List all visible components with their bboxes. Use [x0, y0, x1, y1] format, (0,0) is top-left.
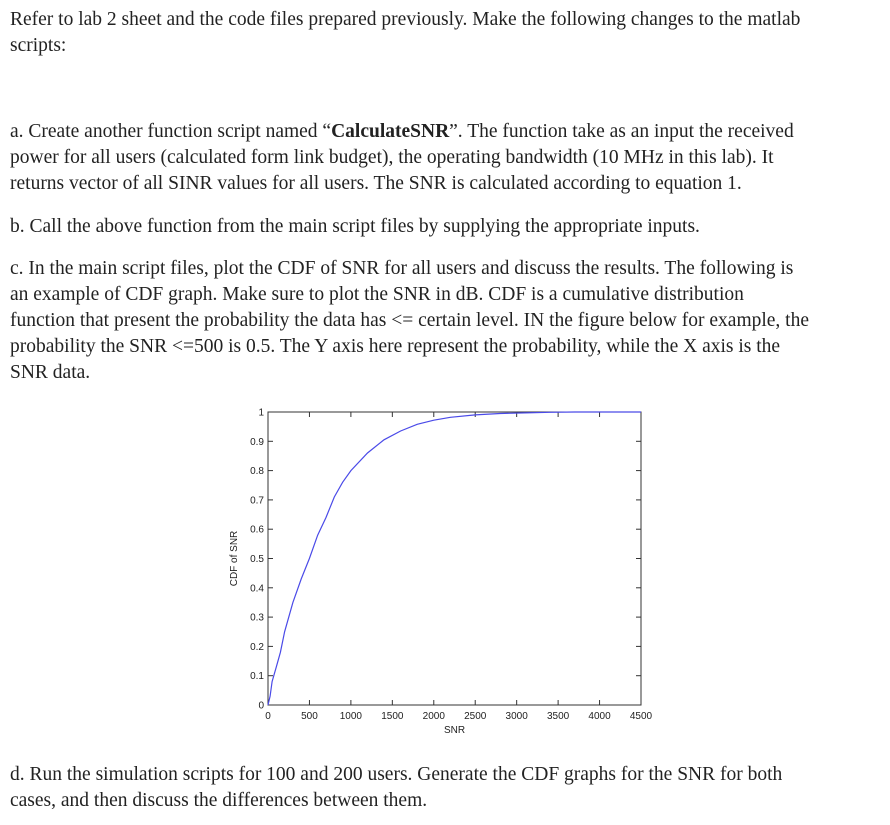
y-tick-label: 0.7: [250, 495, 264, 507]
item-c-line-3: function that present the probability the data has <= certain level. IN the figure below for example, the: [10, 310, 810, 331]
y-axis-label: CDF of SNR: [229, 530, 240, 587]
item-d-line-1: d. Run the simulation scripts for 100 and 200 users. Generate the CDF graphs for the SNR for both: [10, 764, 783, 785]
item-a-line-1-pre: a. Create another function script named “: [10, 121, 332, 142]
item-c-paragraph: [10, 256, 882, 386]
item-d-line-2: cases, and then discuss the differences between them.: [10, 790, 428, 811]
intro-line-2: scripts:: [10, 35, 67, 56]
x-tick-label: 2500: [464, 711, 487, 722]
item-a-line-1-post: ”. The function take as an input the received: [449, 121, 794, 142]
function-name-bold: CalculateSNR: [331, 121, 450, 142]
x-tick-label: 4500: [629, 711, 653, 722]
item-c-line-5: SNR data.: [10, 362, 91, 383]
item-a-line-2: power for all users (calculated form link budget), the operating bandwidth (10 MHz in this lab). It: [10, 147, 774, 168]
y-tick-label: 0.5: [250, 554, 264, 565]
item-c-line-1: c. In the main script files, plot the CDF of SNR for all users and discuss the results. The following is: [10, 258, 794, 279]
item-a-paragraph: [10, 119, 882, 197]
item-b-paragraph: [10, 214, 882, 240]
item-c-line-4: probability the SNR <=500 is 0.5. The Y axis here represent the probability, while the X axis is the: [10, 336, 781, 357]
y-tick-label: 0.1: [250, 671, 264, 683]
intro-line-1: Refer to lab 2 sheet and the code files prepared previously. Make the following changes to the matlab: [10, 9, 801, 30]
y-tick-label: 0.9: [250, 436, 264, 448]
item-a-line-1: [10, 119, 882, 145]
x-tick-label: 1000: [339, 711, 363, 722]
x-tick-label: 1500: [381, 711, 404, 722]
y-tick-label: 0.2: [250, 641, 264, 653]
y-tick-label: 0.6: [250, 524, 264, 536]
y-tick-label: 0.4: [250, 583, 264, 595]
item-c-line-2: an example of CDF graph. Make sure to plot the SNR in dB. CDF is a cumulative distribution: [10, 284, 744, 305]
y-tick-label: 0.3: [250, 612, 264, 624]
item-d-paragraph: [10, 762, 882, 814]
cdf-chart: [220, 400, 670, 740]
x-tick-label: 4000: [588, 711, 611, 722]
x-tick-label: 3500: [546, 711, 570, 722]
item-b-line-1: b. Call the above function from the main script files by supplying the appropriate inputs.: [10, 216, 700, 237]
cdf-series-line: [268, 412, 641, 705]
x-tick-label: 0: [265, 711, 271, 722]
item-a-line-3: returns vector of all SINR values for all users. The SNR is calculated according to equation 1.: [10, 173, 742, 194]
y-tick-label: 1: [258, 407, 264, 419]
y-tick-label: 0: [258, 700, 264, 712]
x-tick-label: 3000: [505, 711, 528, 722]
intro-paragraph: [10, 7, 882, 59]
y-tick-label: 0.8: [250, 466, 264, 478]
x-tick-label: 2000: [422, 711, 445, 722]
plot-frame: [268, 412, 641, 705]
x-tick-label: 500: [301, 711, 318, 722]
x-axis-label: SNR: [443, 725, 466, 736]
